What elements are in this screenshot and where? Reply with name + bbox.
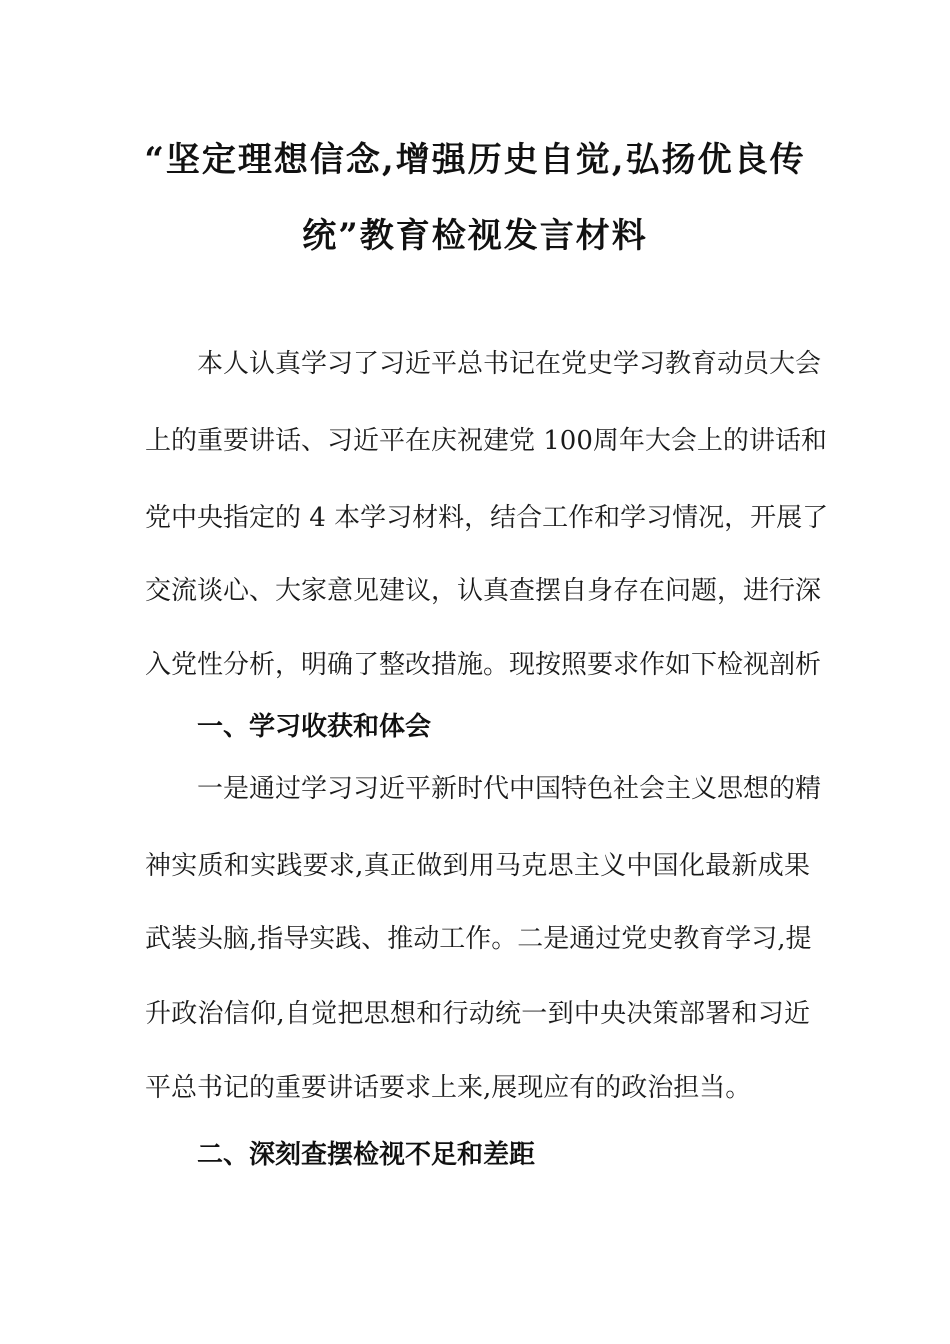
intro-paragraph-line: 党中央指定的 4 本学习材料，结合工作和学习情况，开展了 (145, 503, 829, 533)
section1-paragraph-line: 平总书记的重要讲话要求上来,展现应有的政治担当。 (145, 1073, 752, 1103)
section-heading-2: 二、深刻查摆检视不足和差距 (197, 1140, 536, 1170)
intro-paragraph-line: 上的重要讲话、习近平在庆祝建党 100周年大会上的讲话和 (145, 426, 827, 456)
section1-paragraph-line: 神实质和实践要求,真正做到用马克思主义中国化最新成果 (145, 851, 810, 881)
intro-paragraph-line: 交流谈心、大家意见建议，认真查摆自身存在问题，进行深 (145, 576, 822, 606)
section1-paragraph-line: 升政治信仰,自觉把思想和行动统一到中央决策部署和习近 (145, 999, 810, 1029)
document-title-line-2: 统”教育检视发言材料 (302, 216, 648, 256)
document-title-line-1: “坚定理想信念,增强历史自觉,弘扬优良传 (144, 140, 806, 180)
section1-paragraph-line: 一是通过学习习近平新时代中国特色社会主义思想的精 (197, 774, 822, 804)
intro-paragraph-line: 本人认真学习了习近平总书记在党史学习教育动员大会 (197, 349, 822, 379)
section1-paragraph-line: 武装头脑,指导实践、推动工作。二是通过党史教育学习,提 (145, 924, 812, 954)
intro-paragraph-line: 入党性分析，明确了整改措施。现按照要求作如下检视剖析 (145, 650, 822, 680)
section-heading-1: 一、学习收获和体会 (197, 712, 432, 742)
